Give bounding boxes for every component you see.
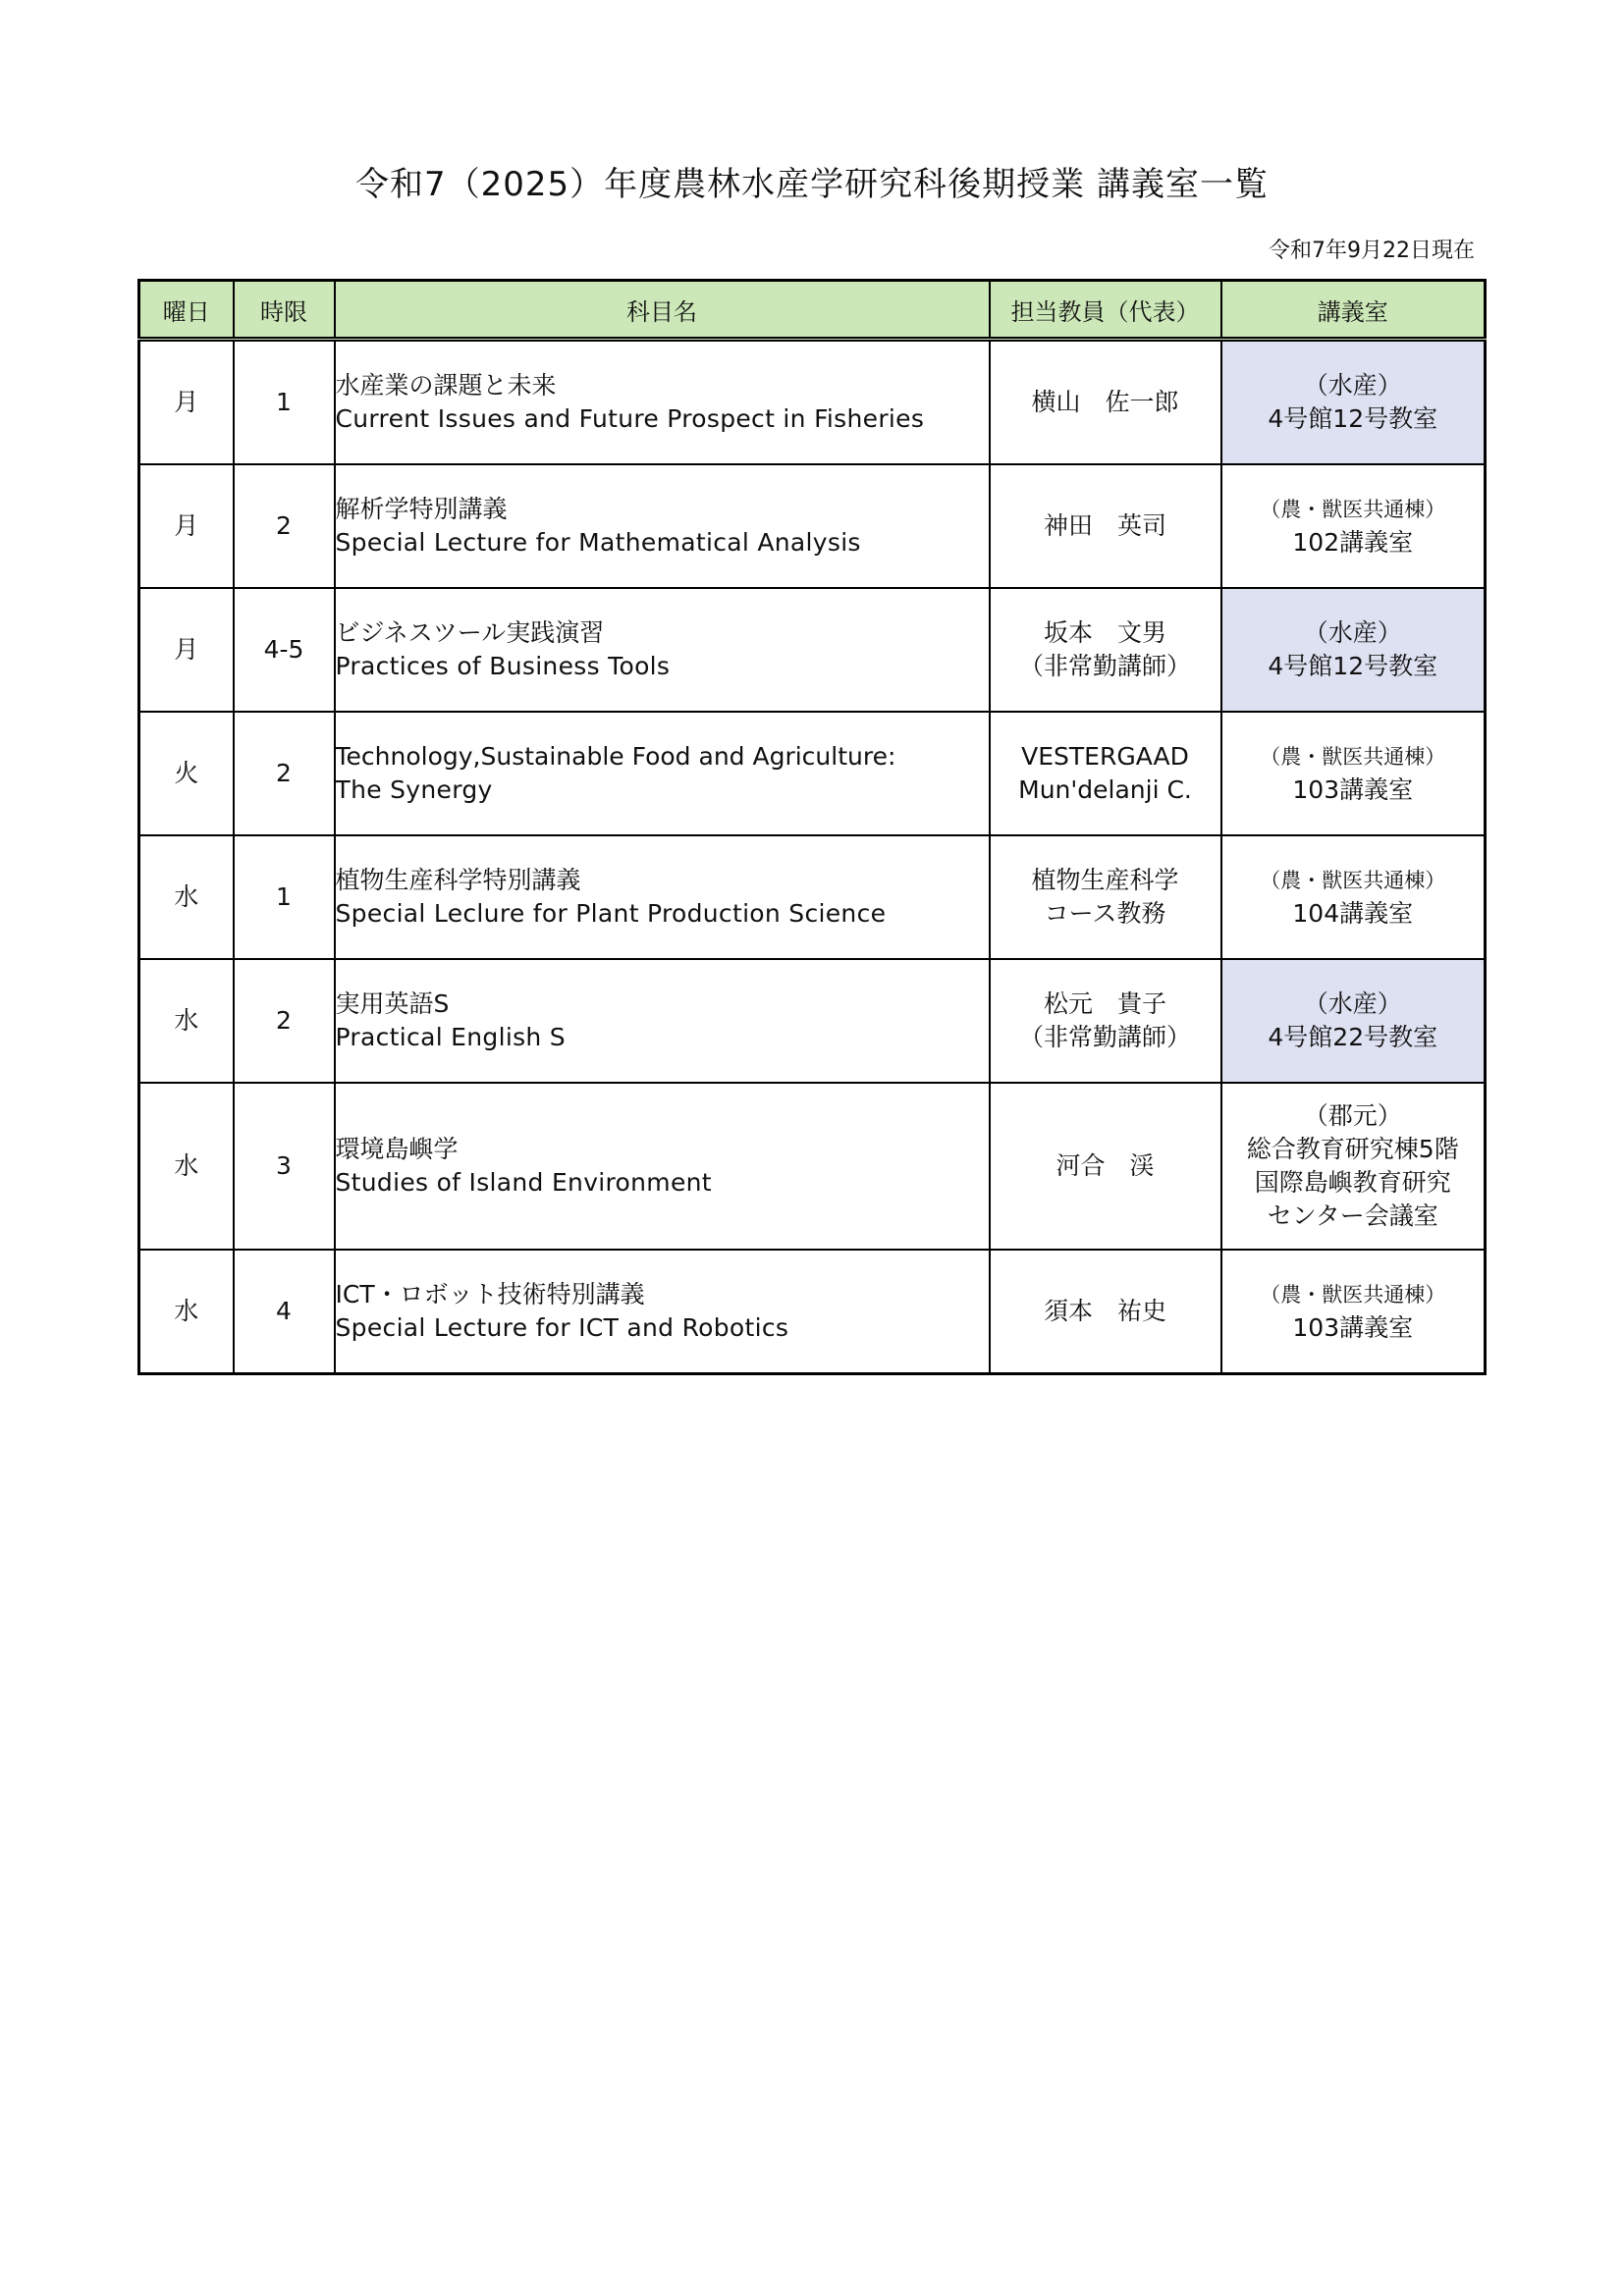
table-row [139,959,1486,1083]
room-name: 103講義室 [1292,775,1414,804]
room-cell [1221,712,1486,835]
day-cell: 水 [139,1083,234,1250]
teacher-name-2: Mun'delanji C. [1018,775,1192,804]
subject-cell [335,464,990,588]
subject-cell [335,1250,990,1374]
teacher-role: （非常勤講師） [1018,1023,1191,1051]
subject-cell [335,340,990,465]
room-building: （水産） [1303,989,1402,1018]
subject-cell [335,712,990,835]
room-name: 102講義室 [1292,528,1414,557]
teacher-name: 松元 貴子 [1043,989,1166,1018]
day-cell: 月 [139,340,234,465]
day-cell: 水 [139,835,234,959]
day-cell: 月 [139,464,234,588]
as-of-date: 令和7年9月22日現在 [1269,239,1475,263]
room-building: （農・獣医共通棟） [1260,1283,1446,1307]
room-cell [1221,464,1486,588]
header-teacher: 担当教員（代表） [990,281,1221,340]
page-title: 令和7（2025）年度農林水産学研究科後期授業 講義室一覧 [355,165,1269,204]
header-day: 曜日 [139,281,234,340]
subject-name-ja: 環境島嶼学 [335,1135,459,1163]
subject-name-en: Special Lecture for Mathematical Analysis [335,528,861,557]
teacher-name: 横山 佐一郎 [1031,388,1179,416]
subject-cell [335,1083,990,1250]
teacher-role: コース教務 [1044,899,1166,928]
room-name-line-2: 国際島嶼教育研究 [1254,1168,1451,1197]
teacher-cell [990,1083,1221,1250]
subject-name-line-2: The Synergy [335,775,493,804]
room-cell [1221,835,1486,959]
subject-name-line-1: Technology,Sustainable Food and Agriculture: [335,742,896,771]
teacher-cell [990,835,1221,959]
room-cell [1221,1250,1486,1374]
subject-name-ja: 植物生産科学特別講義 [335,866,581,894]
room-building: （水産） [1303,371,1402,400]
room-cell [1221,1083,1486,1250]
teacher-cell [990,712,1221,835]
period-cell: 3 [234,1083,335,1250]
period-cell: 2 [234,959,335,1083]
table-row [139,340,1486,465]
room-name: 103講義室 [1292,1313,1414,1342]
period-cell: 1 [234,340,335,465]
subject-cell [335,835,990,959]
room-building: （農・獣医共通棟） [1260,498,1446,521]
subject-name-en: Special Lecture for ICT and Robotics [335,1313,789,1342]
room-building: （農・獣医共通棟） [1260,869,1446,892]
teacher-cell [990,340,1221,465]
subject-name-ja: 水産業の課題と未来 [335,371,557,400]
table-row [139,464,1486,588]
teacher-name: 神田 英司 [1043,511,1166,540]
subject-name-ja: 解析学特別講義 [335,495,508,523]
room-name-line-3: センター会議室 [1267,1201,1438,1230]
teacher-cell [990,464,1221,588]
period-cell: 1 [234,835,335,959]
room-cell [1221,959,1486,1083]
header-subject: 科目名 [335,281,990,340]
room-name: 104講義室 [1292,899,1414,928]
room-name: 4号館12号教室 [1268,652,1438,680]
teacher-name: 植物生産科学 [1031,866,1179,894]
table-row [139,1083,1486,1250]
room-building: （農・獣医共通棟） [1260,745,1446,769]
subject-cell [335,959,990,1083]
teacher-name: 須本 祐史 [1043,1297,1166,1325]
teacher-cell [990,588,1221,712]
table-row [139,588,1486,712]
table-row [139,712,1486,835]
header-room: 講義室 [1221,281,1486,340]
room-name: 総合教育研究棟5階 [1246,1135,1459,1163]
teacher-cell [990,1250,1221,1374]
subject-name-ja: ビジネスツール実践演習 [335,618,605,647]
room-building: （郡元） [1303,1101,1402,1130]
day-cell: 水 [139,959,234,1083]
lecture-room-table [137,279,1487,1375]
period-cell: 2 [234,464,335,588]
day-cell: 火 [139,712,234,835]
subject-name-ja: 実用英語S [335,989,450,1018]
subject-name-en: Practices of Business Tools [335,652,671,680]
teacher-name: 坂本 文男 [1043,618,1166,647]
day-cell: 水 [139,1250,234,1374]
table-row [139,835,1486,959]
room-name: 4号館22号教室 [1268,1023,1438,1051]
period-cell: 4-5 [234,588,335,712]
subject-name-en: Current Issues and Future Prospect in Fisheries [335,404,925,433]
room-name: 4号館12号教室 [1268,404,1438,433]
room-cell [1221,340,1486,465]
table-header-row [139,281,1486,340]
teacher-role: （非常勤講師） [1018,652,1191,680]
subject-name-en: Studies of Island Environment [335,1168,712,1197]
header-period: 時限 [234,281,335,340]
teacher-name: 河合 渓 [1056,1151,1155,1180]
subject-name-en: Practical English S [335,1023,566,1051]
teacher-name: VESTERGAAD [1021,742,1189,771]
room-building: （水産） [1303,618,1402,647]
subject-cell [335,588,990,712]
period-cell: 2 [234,712,335,835]
day-cell: 月 [139,588,234,712]
subject-name-ja: ICT・ロボット技術特別講義 [335,1280,645,1308]
room-cell [1221,588,1486,712]
table-row [139,1250,1486,1374]
teacher-cell [990,959,1221,1083]
period-cell: 4 [234,1250,335,1374]
subject-name-en: Special Leclure for Plant Production Science [335,899,887,928]
